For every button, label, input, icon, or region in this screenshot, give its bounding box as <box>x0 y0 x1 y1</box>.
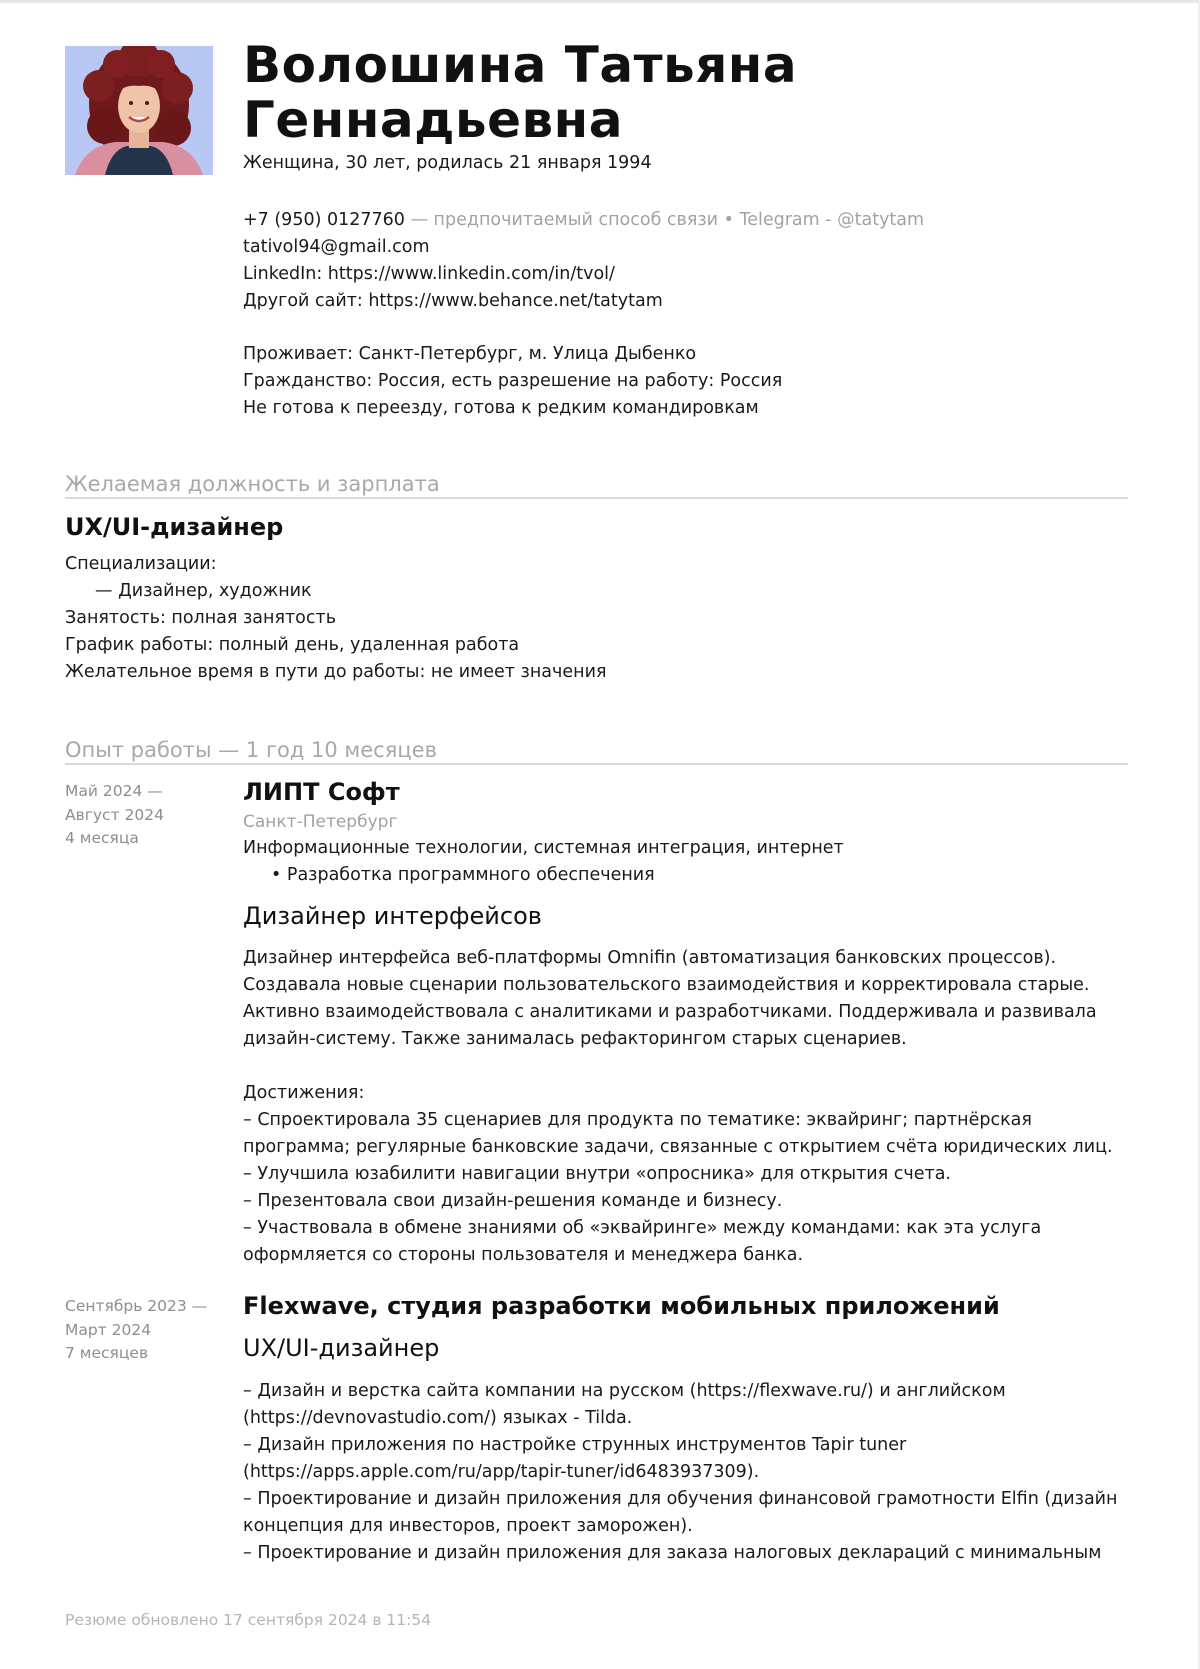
desc-line: – Проектирование и дизайн приложения для заказа налоговых деклараций с минимальным <box>243 1543 1102 1563</box>
profile-photo <box>65 46 213 175</box>
job-role: UX/UI-дизайнер <box>243 1334 440 1362</box>
name-line-1: Волошина Татьяна <box>243 36 798 94</box>
candidate-name <box>243 38 797 148</box>
desc-line: Создавала новые сценарии пользовательского взаимодействия и корректировала старые. <box>243 975 1090 995</box>
section-title-experience: Опыт работы — 1 год 10 месяцев <box>65 738 1128 765</box>
desc-line: – Спроектировала 35 сценариев для продукта по тематике: эквайринг; партнёрская <box>243 1110 1032 1130</box>
desc-line: – Презентовала свои дизайн-решения команде и бизнесу. <box>243 1191 783 1211</box>
living-block <box>243 341 782 422</box>
company-industry <box>243 835 844 889</box>
name-line-2: Геннадьевна <box>243 91 623 149</box>
job-date-start: Сентябрь 2023 — <box>65 1297 208 1315</box>
contacts-block <box>243 207 924 315</box>
company-name: ЛИПТ Софт <box>243 778 400 806</box>
desc-line: концепция для инвесторов, проект заморожен). <box>243 1516 693 1536</box>
commute: Желательное время в пути до работы: не имеет значения <box>65 662 607 682</box>
desc-line: Активно взаимодействовала с аналитиками и разработчиками. Поддерживала и развивала <box>243 1002 1097 1022</box>
desc-line: дизайн-систему. Также занималась рефакторингом старых сценариев. <box>243 1029 907 1049</box>
job-duration: 4 месяца <box>65 829 139 847</box>
linkedin-link[interactable]: LinkedIn: https://www.linkedin.com/in/tvol/ <box>243 264 615 284</box>
resume-updated-footer: Резюме обновлено 17 сентября 2024 в 11:54 <box>65 1611 432 1629</box>
desired-position: UX/UI-дизайнер <box>65 513 284 541</box>
industry-main: Информационные технологии, системная интеграция, интернет <box>243 838 844 858</box>
industry-sub: • Разработка программного обеспечения <box>271 865 655 885</box>
specialization-item: — Дизайнер, художник <box>95 581 312 601</box>
employment: Занятость: полная занятость <box>65 608 337 628</box>
desc-line: – Дизайн и верстка сайта компании на русском (https://flexwave.ru/) и английском <box>243 1381 1006 1401</box>
achievements-label: Достижения: <box>243 1083 365 1103</box>
desc-line: (https://devnovastudio.com/) языках - Tilda. <box>243 1408 633 1428</box>
job-dates <box>65 780 164 851</box>
relocation: Не готова к переезду, готова к редким командировкам <box>243 398 759 418</box>
job-dates <box>65 1295 207 1366</box>
desc-line: программа; регулярные банковские задачи, связанные с открытием счёта юридических лиц. <box>243 1137 1113 1157</box>
demographics: Женщина, 30 лет, родилась 21 января 1994 <box>243 153 652 173</box>
phone-row <box>243 207 924 234</box>
phone-note: — предпочитаемый способ связи • Telegram - @tatytam <box>404 210 925 230</box>
company-city: Санкт-Петербург <box>243 812 398 832</box>
job-date-end: Август 2024 <box>65 805 164 824</box>
job-duration: 7 месяцев <box>65 1344 149 1362</box>
job-role: Дизайнер интерфейсов <box>243 902 542 930</box>
job-description <box>243 1378 1123 1567</box>
residence: Проживает: Санкт-Петербург, м. Улица Дыбенко <box>243 344 697 364</box>
section-title-desired: Желаемая должность и зарплата <box>65 472 1128 499</box>
desc-line: – Проектирование и дизайн приложения для обучения финансовой грамотности Elfin (дизайн <box>243 1489 1118 1509</box>
desc-line: (https://apps.apple.com/ru/app/tapir-tuner/id6483937309). <box>243 1462 760 1482</box>
citizenship: Гражданство: Россия, есть разрешение на работу: Россия <box>243 371 783 391</box>
schedule: График работы: полный день, удаленная работа <box>65 635 520 655</box>
job-description <box>243 945 1123 1269</box>
desc-line: – Дизайн приложения по настройке струнных инструментов Tapir tuner <box>243 1435 907 1455</box>
position-info <box>65 551 606 686</box>
job-date-end: Март 2024 <box>65 1320 152 1339</box>
company-name: Flexwave, студия разработки мобильных приложений <box>243 1292 1000 1320</box>
desc-line: – Участвовала в обмене знаниями об «эквайринге» между командами: как эта услуга <box>243 1218 1042 1238</box>
email[interactable]: tativol94@gmail.com <box>243 237 430 257</box>
top-border <box>0 0 1200 3</box>
specializations-label: Специализации: <box>65 554 217 574</box>
desc-spacer <box>243 1053 1123 1080</box>
other-site-link[interactable]: Другой сайт: https://www.behance.net/tatytam <box>243 291 663 311</box>
phone-number[interactable]: +7 (950) 0127760 <box>243 210 405 230</box>
desc-line: оформляется со стороны пользователя и менеджера банка. <box>243 1245 804 1265</box>
desc-line: Дизайнер интерфейса веб-платформы Omnifin (автоматизация банковских процессов). <box>243 948 1057 968</box>
desc-line: – Улучшила юзабилити навигации внутри «опросника» для открытия счета. <box>243 1164 951 1184</box>
job-date-start: Май 2024 — <box>65 782 163 800</box>
